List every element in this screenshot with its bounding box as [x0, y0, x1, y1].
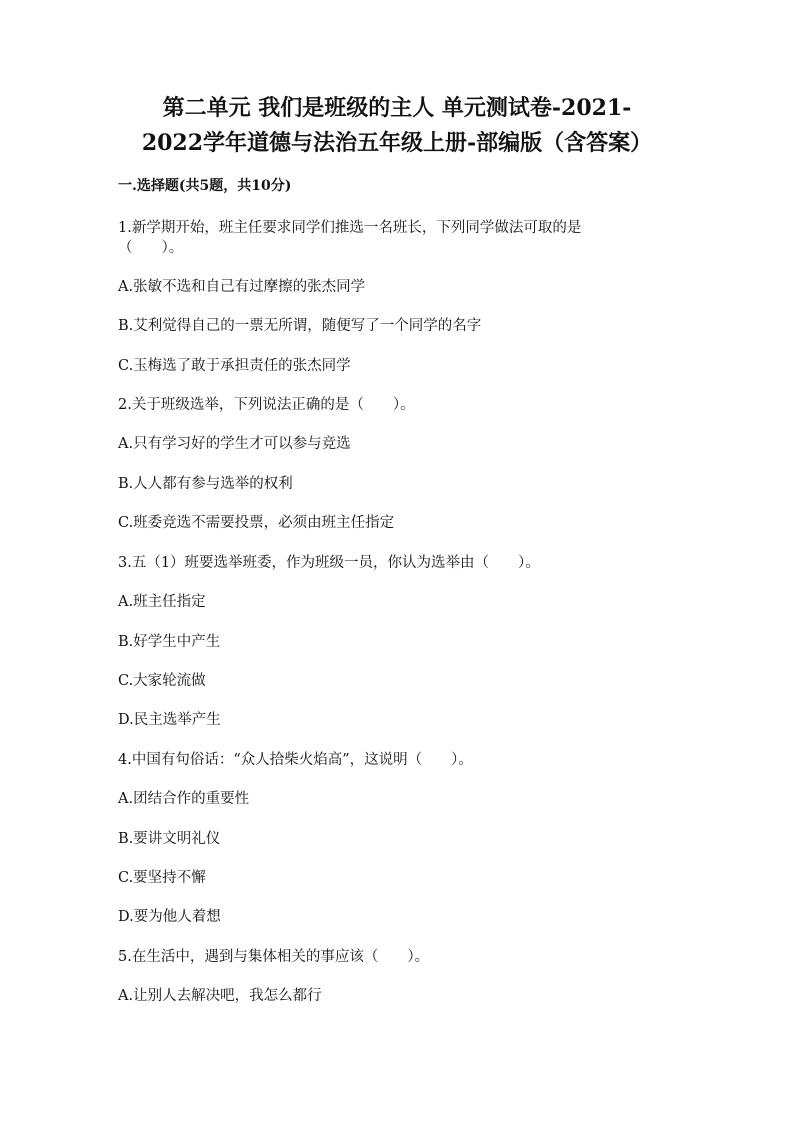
- question-1-option-a: A.张敏不选和自己有过摩擦的张杰同学: [118, 279, 366, 295]
- question-3-option-a: A.班主任指定: [118, 594, 206, 610]
- question-2-option-b: B.人人都有参与选举的权利: [118, 476, 293, 492]
- question-4-option-a: A.团结合作的重要性: [118, 791, 250, 807]
- question-3-option-d: D.民主选举产生: [118, 712, 221, 728]
- question-3-option-b: B.好学生中产生: [118, 634, 221, 650]
- page-title-line-1: 第二单元 我们是班级的主人 单元测试卷-2021-: [162, 95, 632, 121]
- question-1-option-c: C.玉梅选了敢于承担责任的张杰同学: [118, 358, 351, 374]
- question-4-option-d: D.要为他人着想: [118, 909, 221, 925]
- question-4-option-c: C.要坚持不懈: [118, 870, 206, 886]
- question-1-stem-cont: （ ）。: [118, 240, 184, 256]
- question-4-option-b: B.要讲文明礼仪: [118, 831, 221, 847]
- question-2-stem: 2.关于班级选举，下列说法正确的是（ ）。: [118, 397, 415, 413]
- question-3-option-c: C.大家轮流做: [118, 673, 206, 689]
- question-2-option-c: C.班委竞选不需要投票，必须由班主任指定: [118, 515, 395, 531]
- question-2-option-a: A.只有学习好的学生才可以参与竞选: [118, 436, 351, 452]
- question-1-stem: 1.新学期开始，班主任要求同学们推选一名班长，下列同学做法可取的是: [118, 220, 582, 236]
- question-5-option-a: A.让别人去解决吧，我怎么都行: [118, 988, 322, 1004]
- page-title-line-2: 2022学年道德与法治五年级上册-部编版（含答案）: [141, 130, 653, 156]
- section-heading: 一.选择题(共5题，共10分): [118, 178, 292, 194]
- question-4-stem: 4.中国有句俗话：“众人拾柴火焰高”，这说明（ ）。: [118, 752, 473, 768]
- question-1-option-b: B.艾利觉得自己的一票无所谓，随便写了一个同学的名字: [118, 318, 482, 334]
- question-5-stem: 5.在生活中，遇到与集体相关的事应该（ ）。: [118, 949, 430, 965]
- question-3-stem: 3.五（1）班要选举班委，作为班级一员，你认为选举由（ ）。: [118, 555, 540, 571]
